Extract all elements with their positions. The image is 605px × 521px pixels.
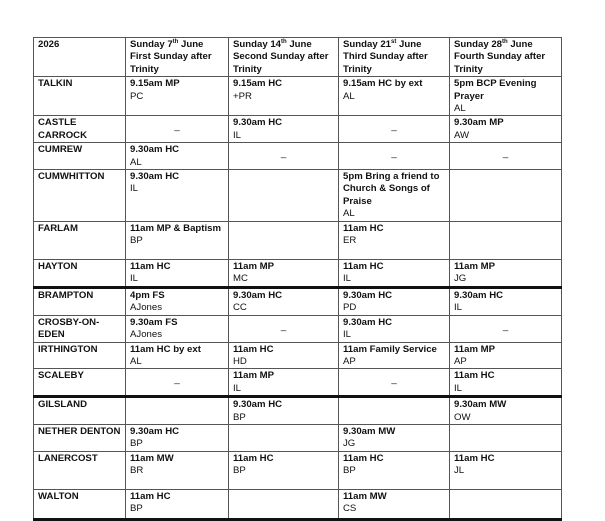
sunday-header-4: [450, 38, 562, 77]
service-cell: [339, 143, 450, 170]
church-name: CUMREW: [38, 144, 83, 156]
church-name-cell: [34, 397, 126, 425]
officiant-initials: JG: [343, 438, 356, 450]
service-cell: [339, 260, 450, 288]
church-name: LANERCOST: [38, 452, 98, 464]
service-cell: [339, 424, 450, 451]
service-description: 9.15am HC by ext: [343, 78, 423, 90]
church-name: NETHER DENTON: [38, 425, 121, 437]
church-row: [34, 222, 562, 260]
sunday-header-1: [126, 38, 229, 77]
church-name: SCALEBY: [38, 370, 84, 382]
officiant-initials: BP: [130, 235, 143, 247]
no-service-dash: _: [391, 374, 397, 386]
officiant-initials: AW: [454, 129, 470, 141]
service-cell: [229, 489, 339, 519]
service-cell: [229, 397, 339, 425]
no-service-dash: _: [174, 374, 180, 386]
service-description: 9.30am HC: [130, 425, 180, 437]
service-cell: [126, 369, 229, 397]
header-row: [34, 38, 562, 77]
service-cell: [126, 170, 229, 222]
sunday-date-prefix: Sunday 7: [130, 39, 173, 50]
no-service-dash: _: [502, 320, 509, 332]
service-description: 11am HC: [454, 370, 495, 382]
service-description: 9.30am MW: [343, 425, 396, 437]
service-description: 11am Family Service: [343, 343, 437, 355]
officiant-initials: BP: [233, 465, 246, 477]
church-name-cell: [34, 424, 126, 451]
officiant-initials: AJones: [130, 302, 162, 314]
officiant-initials: AP: [343, 355, 356, 367]
officiant-initials: IL: [454, 302, 463, 314]
service-cell: [229, 342, 339, 369]
service-description: 9.30am FS: [130, 316, 178, 328]
service-description: 11am MW: [130, 452, 174, 464]
service-description: 11am HC: [343, 261, 384, 273]
service-cell: [339, 287, 450, 315]
church-name-cell: [34, 143, 126, 170]
service-description: 9.15am HC: [233, 78, 283, 90]
sunday-date-ordinal: th: [172, 38, 179, 45]
sunday-date-prefix: Sunday 14: [233, 39, 281, 50]
service-cell: [229, 451, 339, 489]
service-cell: [450, 342, 562, 369]
service-cell: [126, 143, 229, 170]
church-name-cell: [34, 287, 126, 315]
church-row: [34, 170, 562, 222]
service-description: 5pm Bring a friend to Church & Songs of Praise: [343, 171, 440, 207]
service-description: 9.30am HC: [130, 171, 180, 183]
service-cell: [126, 315, 229, 342]
officiant-initials: IL: [343, 273, 352, 285]
service-cell: [450, 489, 562, 519]
church-row: [34, 369, 562, 397]
no-service-dash: _: [391, 121, 397, 133]
church-name-cell: [34, 451, 126, 489]
church-name: CROSBY-ON-EDEN: [38, 316, 100, 341]
year-label: 2026: [38, 39, 60, 50]
service-cell: [339, 489, 450, 519]
service-description: 9.30am HC: [454, 289, 504, 301]
sunday-date-prefix: Sunday 21: [343, 39, 391, 50]
sunday-header-3: [339, 38, 450, 77]
officiant-initials: JL: [454, 465, 465, 477]
service-cell: [229, 315, 339, 342]
officiant-initials: BP: [130, 503, 143, 515]
church-name-cell: [34, 222, 126, 260]
service-description: 9.30am HC: [233, 289, 283, 301]
officiant-initials: AJones: [130, 329, 162, 341]
sunday-name: Third Sunday after Trinity: [343, 51, 428, 75]
officiant-initials: IL: [343, 329, 352, 341]
officiant-initials: IL: [233, 129, 242, 141]
service-description: 11am MW: [343, 490, 387, 502]
service-description: 11am HC: [343, 452, 384, 464]
officiant-initials: IL: [130, 183, 139, 195]
service-rota-table: [33, 37, 562, 521]
church-row: [34, 451, 562, 489]
no-service-dash: _: [502, 148, 509, 160]
church-name-cell: [34, 369, 126, 397]
service-cell: [126, 424, 229, 451]
no-service-dash: _: [391, 148, 397, 160]
sunday-date-prefix: Sunday 28: [454, 39, 502, 50]
officiant-initials: CS: [343, 503, 357, 515]
church-row: [34, 315, 562, 342]
sunday-date-month: June: [286, 39, 312, 50]
service-cell: [450, 222, 562, 260]
church-name: HAYTON: [38, 261, 78, 273]
service-description: 11am HC: [343, 223, 384, 235]
church-name: FARLAM: [38, 223, 78, 235]
church-name-cell: [34, 342, 126, 369]
service-description: 11am MP & Baptism: [130, 223, 221, 235]
church-name: IRTHINGTON: [38, 343, 98, 355]
service-cell: [450, 315, 562, 342]
officiant-initials: IL: [233, 382, 242, 394]
service-cell: [450, 116, 562, 143]
sunday-date-month: June: [396, 39, 422, 50]
church-row: [34, 397, 562, 425]
church-name-cell: [34, 116, 126, 143]
church-row: [34, 116, 562, 143]
service-cell: [229, 170, 339, 222]
sunday-date-ordinal: st: [391, 38, 397, 45]
service-cell: [229, 287, 339, 315]
no-service-dash: _: [280, 148, 287, 160]
church-row: [34, 424, 562, 451]
service-cell: [339, 170, 450, 222]
church-name-cell: [34, 315, 126, 342]
church-name: GILSLAND: [38, 399, 88, 411]
officiant-initials: PC: [130, 90, 144, 102]
service-description: 11am MP: [233, 370, 275, 382]
service-cell: [450, 170, 562, 222]
service-description: 11am HC: [130, 490, 171, 502]
service-description: 11am HC by ext: [130, 343, 201, 355]
service-cell: [339, 342, 450, 369]
service-description: 9.30am MW: [454, 399, 507, 411]
service-cell: [450, 143, 562, 170]
service-description: 9.15am MP: [130, 78, 180, 90]
service-description: 11am HC: [233, 452, 274, 464]
service-cell: [450, 397, 562, 425]
sunday-name: First Sunday after Trinity: [130, 51, 212, 75]
church-name-cell: [34, 77, 126, 116]
church-row: [34, 260, 562, 288]
sunday-date-month: June: [178, 39, 204, 50]
service-description: 9.30am HC: [343, 289, 393, 301]
service-description: 9.30am MP: [454, 117, 504, 129]
service-description: 9.30am HC: [130, 144, 180, 156]
church-name: WALTON: [38, 490, 79, 502]
church-name: BRAMPTON: [38, 289, 94, 301]
officiant-initials: AL: [130, 156, 142, 168]
service-cell: [126, 342, 229, 369]
service-description: 9.30am HC: [233, 399, 283, 411]
service-cell: [339, 315, 450, 342]
service-description: 11am HC: [130, 261, 171, 273]
officiant-initials: IL: [454, 382, 463, 394]
sunday-name: Second Sunday after Trinity: [233, 51, 329, 75]
service-cell: [339, 222, 450, 260]
service-description: 9.30am HC: [343, 316, 393, 328]
church-name: CUMWHITTON: [38, 171, 105, 183]
service-description: 11am HC: [454, 452, 495, 464]
church-name-cell: [34, 170, 126, 222]
church-name-cell: [34, 489, 126, 519]
sunday-header-2: [229, 38, 339, 77]
service-cell: [229, 424, 339, 451]
service-cell: [450, 287, 562, 315]
service-description: 4pm FS: [130, 289, 165, 301]
church-name: TALKIN: [38, 78, 73, 90]
officiant-initials: BP: [343, 465, 356, 477]
officiant-initials: AL: [130, 355, 142, 367]
service-cell: [229, 143, 339, 170]
service-description: 11am MP: [454, 261, 496, 273]
service-cell: [450, 424, 562, 451]
service-cell: [339, 116, 450, 143]
service-description: 11am HC: [233, 343, 274, 355]
church-row: [34, 287, 562, 315]
officiant-initials: BP: [130, 438, 143, 450]
service-description: 11am MP: [233, 261, 275, 273]
officiant-initials: HD: [233, 355, 247, 367]
sunday-date-ordinal: th: [502, 38, 508, 45]
officiant-initials: +PR: [233, 90, 252, 102]
service-cell: [339, 451, 450, 489]
service-cell: [450, 260, 562, 288]
service-cell: [126, 397, 229, 425]
church-name: CASTLE CARROCK: [38, 117, 88, 141]
service-cell: [229, 369, 339, 397]
officiant-initials: AL: [454, 103, 466, 115]
officiant-initials: AL: [343, 90, 355, 102]
officiant-initials: BP: [233, 411, 246, 423]
no-service-dash: _: [174, 121, 180, 133]
service-cell: [126, 260, 229, 288]
officiant-initials: CC: [233, 302, 247, 314]
service-cell: [126, 222, 229, 260]
service-cell: [126, 451, 229, 489]
sunday-name: Fourth Sunday after Trinity: [454, 51, 546, 75]
service-description: 9.30am HC: [233, 117, 283, 129]
service-cell: [339, 77, 450, 116]
service-cell: [126, 287, 229, 315]
sunday-date-month: June: [507, 39, 533, 50]
service-cell: [450, 451, 562, 489]
church-name-cell: [34, 260, 126, 288]
officiant-initials: AL: [343, 208, 355, 220]
officiant-initials: PD: [343, 302, 357, 314]
officiant-initials: MC: [233, 273, 248, 285]
church-row: [34, 77, 562, 116]
officiant-initials: ER: [343, 235, 357, 247]
service-cell: [126, 116, 229, 143]
service-cell: [339, 369, 450, 397]
service-cell: [229, 260, 339, 288]
service-cell: [229, 116, 339, 143]
church-row: [34, 342, 562, 369]
service-cell: [229, 77, 339, 116]
service-description: 5pm BCP Evening Prayer: [454, 78, 537, 102]
officiant-initials: OW: [454, 411, 471, 423]
officiant-initials: AP: [454, 355, 467, 367]
officiant-initials: JG: [454, 273, 467, 285]
service-cell: [450, 77, 562, 116]
service-description: 11am MP: [454, 343, 496, 355]
church-row: [34, 143, 562, 170]
church-row: [34, 489, 562, 519]
officiant-initials: IL: [130, 273, 139, 285]
officiant-initials: BR: [130, 465, 144, 477]
service-cell: [339, 397, 450, 425]
service-cell: [229, 222, 339, 260]
no-service-dash: _: [280, 320, 287, 332]
service-cell: [450, 369, 562, 397]
sunday-date-ordinal: th: [281, 38, 287, 45]
service-cell: [126, 77, 229, 116]
year-cell: [34, 38, 126, 77]
service-cell: [126, 489, 229, 519]
